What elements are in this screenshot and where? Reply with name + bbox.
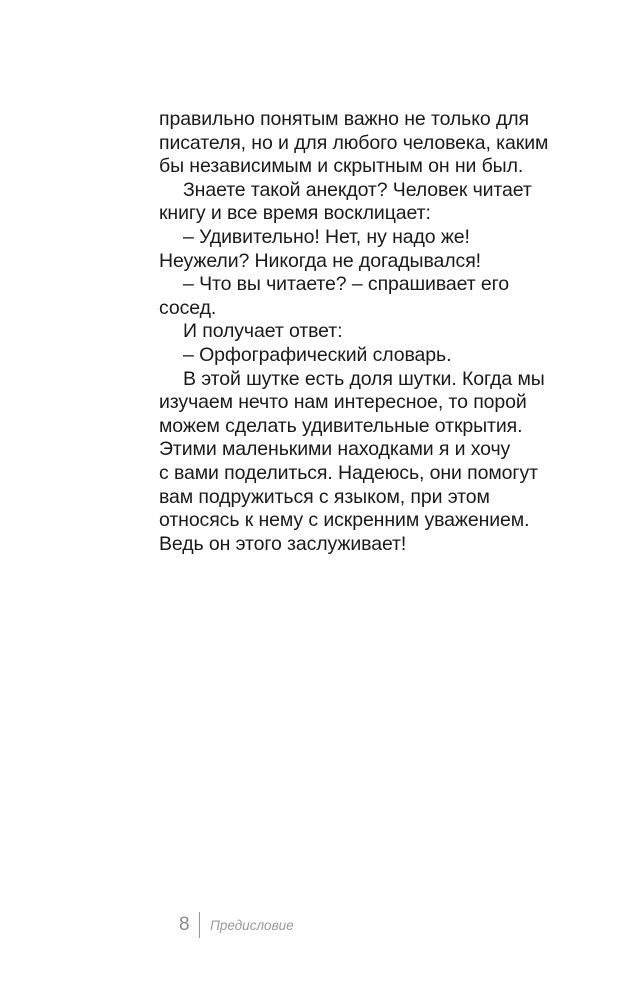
text-line: относясь к нему с искренним уважением. [159, 509, 530, 532]
text-line: В этой шутке есть доля шутки. Когда мы [183, 367, 545, 390]
text-line: с вами поделиться. Надеюсь, они помогут [159, 461, 538, 484]
text-line: книгу и все время восклицает: [159, 202, 431, 225]
text-line: – Удивительно! Нет, ну надо же! [183, 225, 470, 248]
text-line: Этими маленькими находками я и хочу [159, 438, 511, 461]
text-line: вам подружиться с языком, при этом [159, 485, 490, 508]
text-line: Ведь он этого заслуживает! [159, 532, 407, 555]
text-line: можем сделать удивительные открытия. [159, 414, 523, 437]
running-section-title: Предисловие [210, 917, 294, 933]
text-line: Неужели? Никогда не догадывался! [159, 249, 481, 272]
body-text [159, 108, 569, 556]
footer-divider [199, 912, 201, 938]
text-line: – Орфографический словарь. [183, 343, 452, 366]
text-line: Знаете такой анекдот? Человек читает [183, 178, 532, 201]
text-line: писателя, но и для любого человека, каким [159, 131, 549, 154]
text-line: – Что вы читаете? – спрашивает его [183, 273, 509, 296]
text-line: сосед. [159, 296, 217, 319]
text-line: правильно понятым важно не только для [159, 108, 529, 130]
text-line: бы независимым и скрытным он ни был. [159, 155, 524, 178]
page-footer [179, 911, 294, 939]
page-number: 8 [179, 914, 190, 935]
text-line: И получает ответ: [183, 320, 343, 343]
text-line: изучаем нечто нам интересное, то порой [159, 391, 527, 414]
